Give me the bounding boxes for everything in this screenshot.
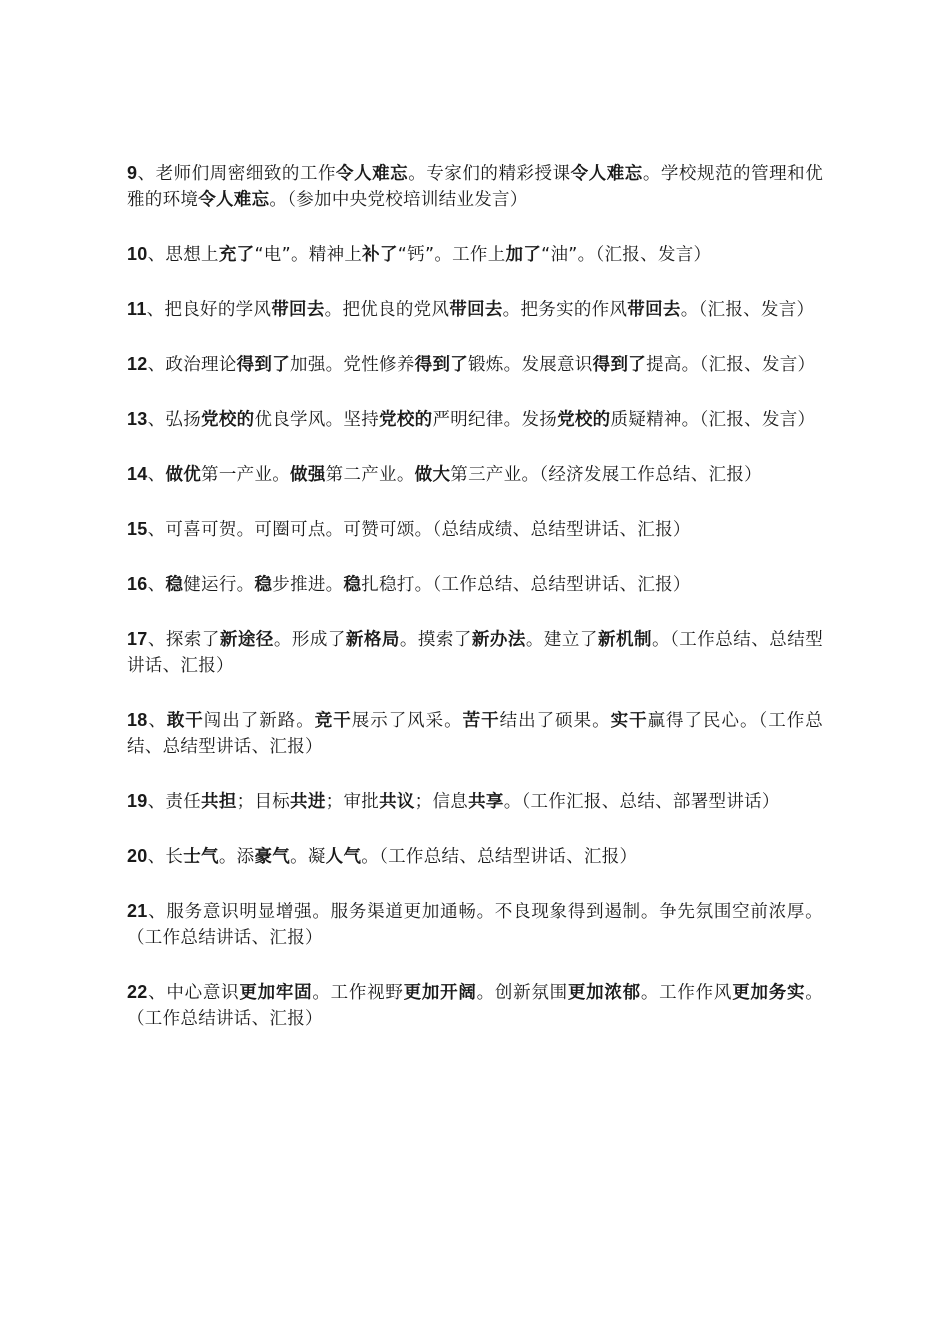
bold-phrase: 更加牢固 [239, 983, 313, 1003]
bold-phrase: 党校的 [201, 410, 255, 430]
list-item [127, 571, 823, 598]
item-text: 。专家们的精彩授课 [408, 164, 571, 184]
item-text: 、可喜可贺。可圈可点。可赞可颂。（总结成绩、总结型讲话、汇报） [147, 520, 691, 540]
bold-phrase: 更加开阔 [403, 983, 477, 1003]
list-item [127, 516, 823, 543]
item-text: 加强。党性修养 [290, 355, 415, 375]
bold-phrase: 带回去 [449, 300, 503, 320]
item-number: 22 [127, 982, 148, 1002]
item-text: 、政治理论 [147, 355, 237, 375]
bold-phrase: 实干 [610, 711, 648, 731]
item-number: 20 [127, 846, 148, 866]
list-item [127, 160, 823, 213]
bold-phrase: 共担 [201, 792, 237, 812]
item-text: 。（汇报、发言） [680, 300, 815, 320]
item-text: 。创新氛围 [476, 983, 568, 1003]
item-number: 12 [127, 354, 148, 374]
list-item [127, 707, 823, 760]
bold-phrase: 带回去 [271, 300, 325, 320]
list-item [127, 788, 823, 815]
item-text: 、 [147, 575, 166, 595]
bold-phrase: 新机制 [597, 630, 652, 650]
bold-phrase: 得到了 [414, 355, 469, 375]
item-text: 、责任 [147, 792, 202, 812]
item-text: 、思想上 [147, 245, 219, 265]
item-text: 锻炼。发展意识 [468, 355, 593, 375]
item-text: ；信息 [414, 792, 469, 812]
item-number: 18 [127, 710, 148, 730]
bold-phrase: 带回去 [627, 300, 681, 320]
bold-phrase: 充了 [218, 245, 255, 265]
item-number: 14 [127, 464, 148, 484]
list-item [127, 296, 823, 323]
item-text: 优良学风。坚持 [254, 410, 380, 430]
bold-phrase: 补了 [362, 245, 398, 265]
bold-phrase: 党校的 [379, 410, 433, 430]
bold-phrase: 更加务实 [732, 983, 806, 1003]
item-text: 第一产业。 [201, 465, 291, 485]
item-text: 。学校规范的管理和优雅的环境 [127, 164, 824, 210]
list-item [127, 898, 823, 951]
bold-phrase: 竞干 [314, 711, 352, 731]
item-number: 11 [127, 299, 147, 319]
item-number: 16 [127, 574, 148, 594]
item-text: ；目标 [236, 792, 291, 812]
bold-phrase: 得到了 [236, 355, 291, 375]
list-item [127, 843, 823, 870]
bold-phrase: 做优 [165, 465, 202, 485]
item-text: “油”。（汇报、发言） [541, 245, 712, 265]
item-text: 。（工作总结、总结型讲话、汇报） [361, 847, 638, 867]
bold-phrase: 共议 [379, 792, 415, 812]
item-number: 21 [127, 901, 148, 921]
item-text: 、把良好的学风 [146, 300, 272, 320]
list-item [127, 406, 823, 433]
bold-phrase: 党校的 [557, 410, 611, 430]
item-number: 17 [127, 629, 148, 649]
document-body [127, 160, 823, 1060]
bold-phrase: 令人难忘 [198, 190, 270, 210]
item-text: 。凝 [290, 847, 326, 867]
item-text: 。（工作汇报、总结、部署型讲话） [503, 792, 780, 812]
item-text: 健运行。 [183, 575, 255, 595]
item-text: 第三产业。（经济发展工作总结、汇报） [450, 465, 762, 485]
item-text: 。（工作总结、总结型讲话、汇报） [127, 630, 824, 676]
item-text: 。把务实的作风 [502, 300, 628, 320]
item-text: 、 [147, 711, 167, 731]
item-text: 。把优良的党风 [324, 300, 450, 320]
list-item [127, 979, 823, 1032]
bold-phrase: 新格局 [345, 630, 400, 650]
item-text: 、老师们周密细致的工作 [137, 164, 337, 184]
bold-phrase: 稳 [254, 575, 273, 595]
bold-phrase: 共进 [290, 792, 326, 812]
item-number: 19 [127, 791, 148, 811]
bold-phrase: 更加浓郁 [567, 983, 641, 1003]
item-text: 步推进。 [272, 575, 344, 595]
item-text: 扎稳打。（工作总结、总结型讲话、汇报） [361, 575, 691, 595]
item-text: 。建立了 [525, 630, 598, 650]
item-text: 。工作作风 [640, 983, 733, 1003]
item-text: 、服务意识明显增强。服务渠道更加通畅。不良现象得到遏制。争先氛围空前浓厚。（工作总结讲话、汇报） [127, 902, 823, 948]
item-text: 、 [147, 465, 166, 485]
item-text: 严明纪律。发扬 [432, 410, 558, 430]
bold-phrase: 敢干 [166, 711, 204, 731]
item-text: 。摸索了 [399, 630, 472, 650]
bold-phrase: 士气 [183, 847, 219, 867]
bold-phrase: 新途径 [219, 630, 274, 650]
item-text: 。工作视野 [312, 983, 404, 1003]
bold-phrase: 加了 [505, 245, 542, 265]
bold-phrase: 做强 [290, 465, 326, 485]
list-item [127, 351, 823, 378]
item-text: 、弘扬 [147, 410, 202, 430]
bold-phrase: 得到了 [592, 355, 647, 375]
item-number: 10 [127, 244, 148, 264]
item-text: “电”。精神上 [254, 245, 363, 265]
item-number: 13 [127, 409, 148, 429]
item-text: 、探索了 [147, 630, 220, 650]
bold-phrase: 苦干 [462, 711, 500, 731]
bold-phrase: 稳 [343, 575, 362, 595]
item-text: 提高。（汇报、发言） [646, 355, 816, 375]
item-text: 。形成了 [273, 630, 346, 650]
item-text: 。添 [218, 847, 255, 867]
bold-phrase: 共享 [468, 792, 504, 812]
list-item [127, 626, 823, 679]
item-text: 、中心意识 [147, 983, 240, 1003]
bold-phrase: 豪气 [254, 847, 291, 867]
item-text: “钙”。工作上 [397, 245, 506, 265]
list-item [127, 241, 823, 268]
item-text: 闯出了新路。 [203, 711, 315, 731]
bold-phrase: 令人难忘 [336, 164, 409, 184]
item-text: 、长 [147, 847, 184, 867]
item-number: 15 [127, 519, 148, 539]
item-text: ；审批 [325, 792, 380, 812]
item-text: 质疑精神。（汇报、发言） [610, 410, 816, 430]
bold-phrase: 稳 [165, 575, 184, 595]
item-text: 结出了硕果。 [499, 711, 611, 731]
item-text: 第二产业。 [325, 465, 415, 485]
item-text: 。（工作总结讲话、汇报） [127, 983, 824, 1029]
item-number: 9 [127, 163, 138, 183]
bold-phrase: 人气 [325, 847, 362, 867]
bold-phrase: 做大 [414, 465, 451, 485]
item-text: 。（参加中央党校培训结业发言） [269, 190, 528, 210]
bold-phrase: 新办法 [471, 630, 526, 650]
bold-phrase: 令人难忘 [570, 164, 643, 184]
item-text: 展示了风采。 [351, 711, 463, 731]
list-item [127, 461, 823, 488]
item-text: 赢得了民心。（工作总结、总结型讲话、汇报） [127, 711, 823, 757]
